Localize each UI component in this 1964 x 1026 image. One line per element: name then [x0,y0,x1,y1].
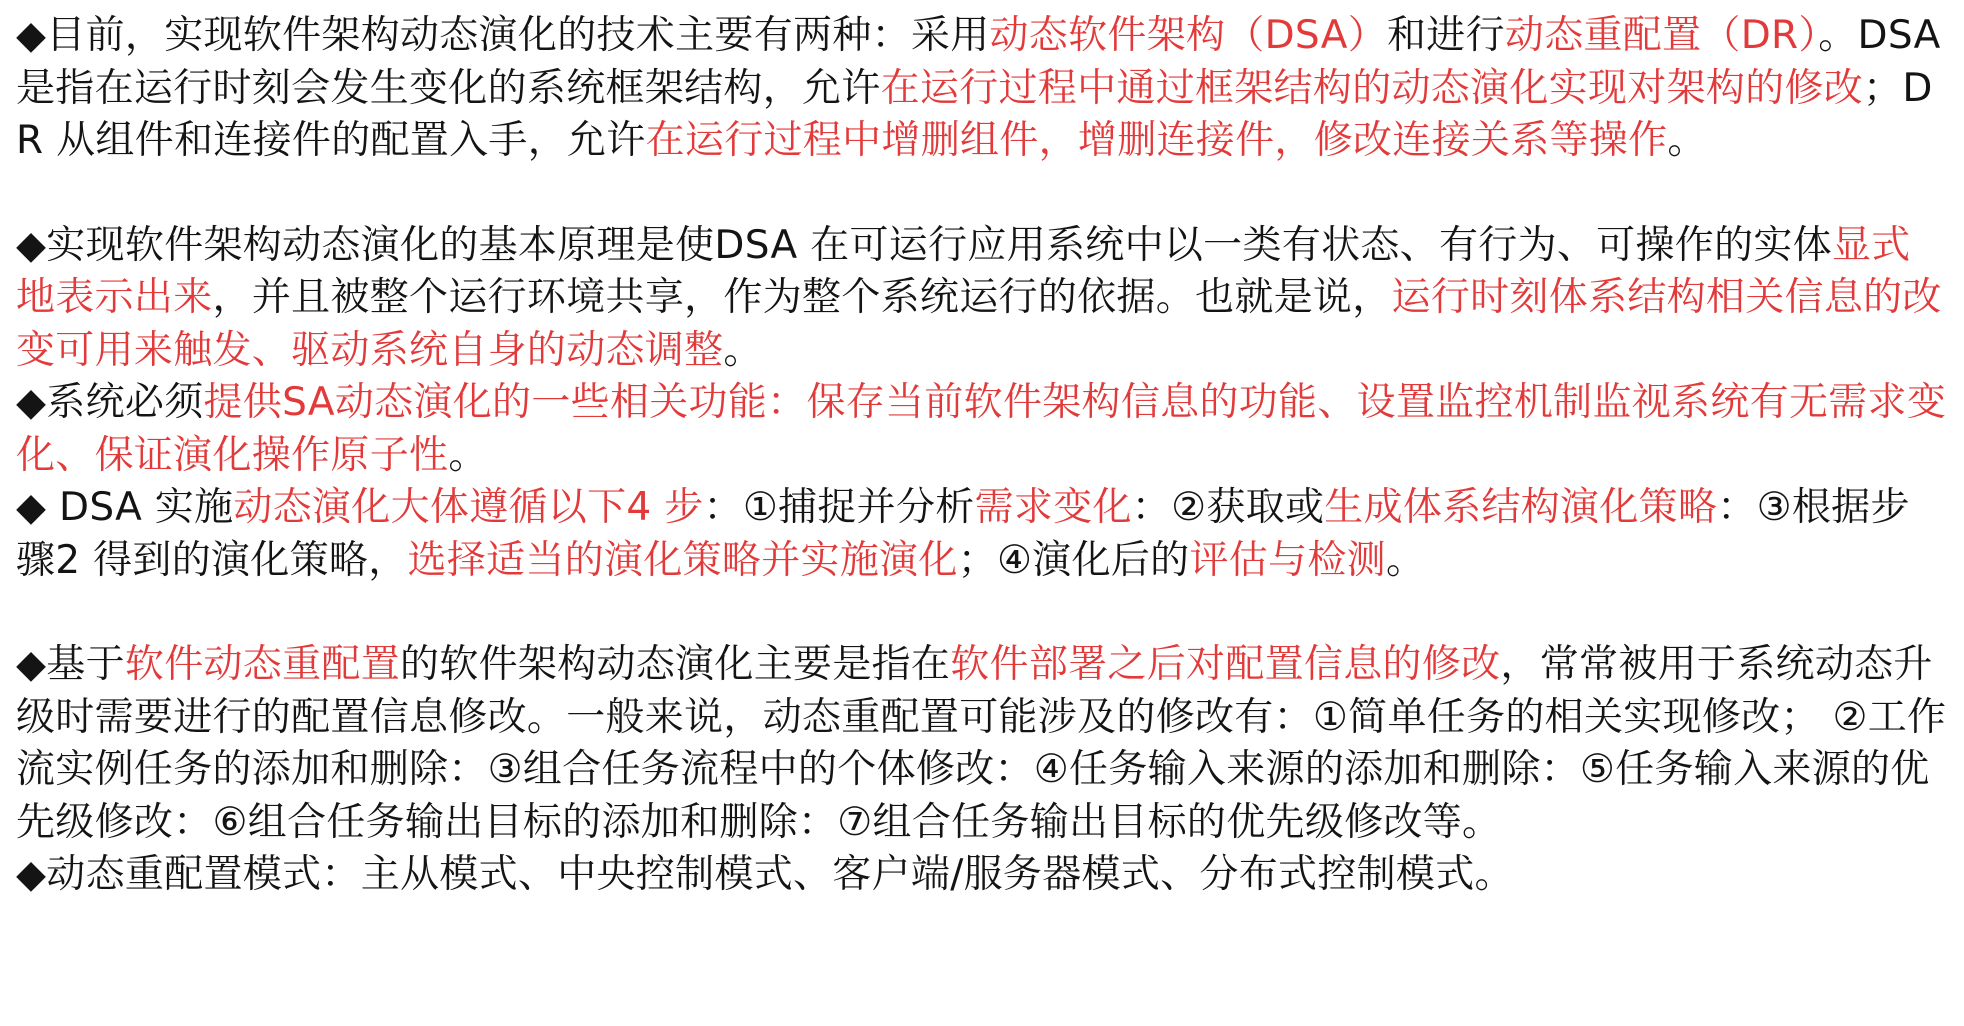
highlighted-text: 动态软件架构（DSA） [989,13,1387,58]
highlighted-text: 在运行过程中增删组件，增删连接件，修改连接关系等操作 [645,118,1668,163]
highlighted-text: 显式地表示出来 [16,222,1911,320]
body-text: ；DR 从组件和连接件的配置入手，允许 [16,65,1933,163]
highlighted-text: 需求变化 [974,485,1132,530]
body-text: ◆动态重配置模式：主从模式、中央控制模式、客户端/服务器模式、分布式控制模式。 [16,852,1514,897]
highlighted-text: 动态重配置（DR） [1504,13,1819,58]
paragraph-architecture-evolution-techniques [16,10,1948,168]
highlighted-text: 运行时刻体系结构相关信息的改变可用来触发、驱动系统自身的动态调整 [16,275,1942,373]
paragraph-four-steps [16,482,1948,587]
paragraph-reconfiguration-modes [16,849,1948,902]
body-text: ◆ DSA 实施 [16,485,234,530]
paragraph-dynamic-reconfiguration [16,639,1948,849]
body-text: ：②获取或 [1131,485,1325,530]
slide-content [16,10,1948,1016]
body-text: 。 [448,432,488,478]
body-text: 。 [1667,118,1707,163]
body-text: 和进行 [1387,13,1505,58]
body-text: ◆系统必须 [16,380,204,425]
highlighted-text: 动态演化大体遵循以下4 步 [233,485,704,530]
body-text: ◆基于 [16,642,125,687]
body-text: 的软件架构动态演化主要是指在 [400,642,951,687]
body-text: 。 [1386,537,1426,583]
body-text: 。 [723,327,763,373]
paragraph-spacer [16,168,1948,220]
highlighted-text: 在运行过程中通过框架结构的动态演化实现对架构的修改 [880,65,1864,111]
paragraph-spacer [16,587,1948,639]
highlighted-text: 生成体系结构演化策略 [1324,485,1718,530]
body-text: 。DSA 是指在运行时刻会发生变化的系统框架结构，允许 [16,13,1941,111]
paragraph-required-functions [16,377,1948,482]
body-text: ；④演化后的 [957,537,1190,583]
highlighted-text: 提供SA动态演化的一些相关功能：保存当前软件架构信息的功能、设置监控机制监视系统有无需求变化、保证演化操作原子性 [16,380,1947,478]
body-text: ：③根据步骤2 得到的演化策略， [16,485,1910,583]
highlighted-text: 评估与检测 [1189,537,1386,583]
body-text: ，并且被整个运行环境共享，作为整个系统运行的依据。也就是说， [212,275,1392,320]
highlighted-text: 软件动态重配置 [124,642,401,687]
paragraph-basic-principle [16,220,1948,378]
highlighted-text: 软件部署之后对配置信息的修改 [950,642,1501,687]
body-text: ◆实现软件架构动态演化的基本原理是使DSA 在可运行应用系统中以一类有状态、有行为、可操作的实体 [16,222,1832,268]
body-text: ：①捕捉并分析 [703,485,975,530]
body-text: ，常常被用于系统动态升级时需要进行的配置信息修改。一般来说，动态重配置可能涉及的修改有：①简单任务的相关实现修改； ②工作流实例任务的添加和删除：③组合任务流程中的个体修改：④任务输入来源的添加和删除：⑤任务输入来源的优先级修改：⑥组合任务输出目标的添加和删除：⑦组合任务输出目标的优先级修改等。 [16,642,1947,845]
body-text: ◆目前，实现软件架构动态演化的技术主要有两种：采用 [16,13,990,58]
highlighted-text: 选择适当的演化策略并实施演化 [407,537,958,583]
